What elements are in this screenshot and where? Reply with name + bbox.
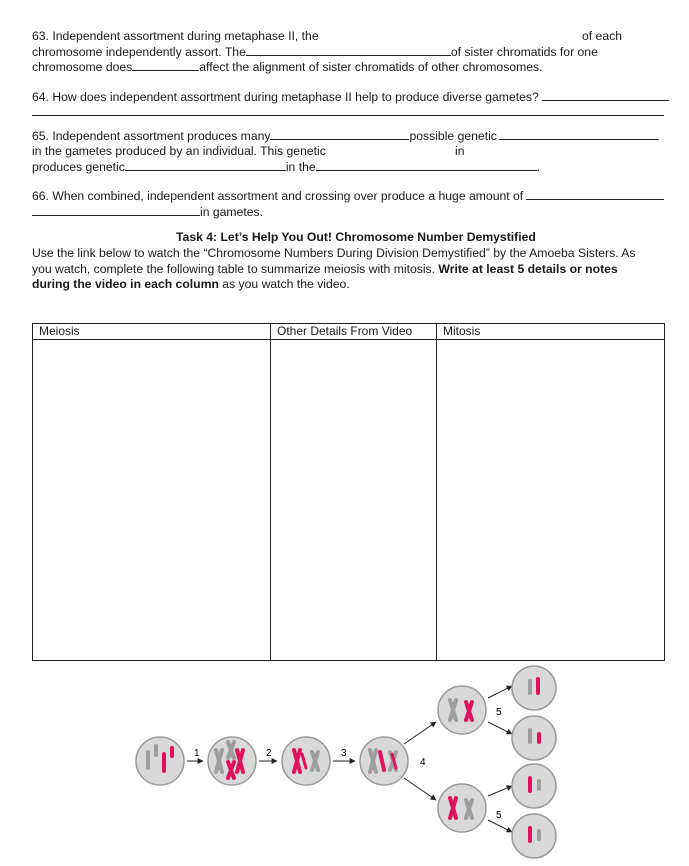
task4-intro-line2 <box>32 262 618 277</box>
q65-blank-4[interactable] <box>316 159 537 171</box>
q65-line1 <box>32 128 659 144</box>
table-row <box>33 340 665 661</box>
task4-intro-line1: Use the link below to watch the “Chromosome Numbers During Division Demystified” by the Amoeba Sisters. As <box>32 246 636 260</box>
q66-blank-1[interactable] <box>526 188 664 200</box>
gamete-2 <box>512 716 556 760</box>
table-header-row <box>33 324 665 340</box>
other-details-notes-cell[interactable] <box>271 340 437 661</box>
gamete-3 <box>512 764 556 808</box>
arrow-step-5-top-b <box>488 722 512 734</box>
comparison-table <box>32 323 665 661</box>
arrow-step-5-bottom-b <box>488 820 512 832</box>
cell-daughter-bottom <box>438 784 486 832</box>
arrow-to-bottom-daughter <box>404 778 436 800</box>
q63-line2 <box>32 44 598 60</box>
task4-intro-bold: Write at least 5 details or notes <box>438 262 618 276</box>
q65-line2-end: in <box>455 144 465 158</box>
step-label: 3 <box>341 748 347 759</box>
cell-daughter-top <box>438 686 486 734</box>
q65-text: produces genetic <box>32 160 125 174</box>
task4-intro-bold: during the video in each column <box>32 277 219 291</box>
q63-text: 63. Independent assortment during metaphase II, the <box>32 29 319 43</box>
task4-intro-text: as you watch the video. <box>218 277 350 291</box>
task4-intro-line3 <box>32 277 350 292</box>
q63-blank-3[interactable] <box>132 59 199 71</box>
task4-intro-text: you watch, complete the following table to summarize meiosis with mitosis. <box>32 262 439 276</box>
q63-line1-end: of each <box>582 29 622 43</box>
q65-text: . <box>536 160 541 174</box>
cell-anaphase-1 <box>360 737 408 785</box>
q65-blank-2[interactable] <box>499 128 659 140</box>
gamete-1 <box>512 666 556 710</box>
q63-text: affect the alignment of sister chromatids of other chromosomes. <box>199 60 543 74</box>
step-label: 5 <box>496 810 502 821</box>
q63-line1 <box>32 29 319 44</box>
meiosis-diagram <box>130 662 570 862</box>
q65-blank-1[interactable] <box>270 128 409 140</box>
q65-text: possible genetic <box>409 129 497 143</box>
gamete-4 <box>512 814 556 858</box>
arrow-step-5-bottom-a <box>488 786 512 796</box>
step-label: 1 <box>194 748 200 759</box>
cell-prophase-1 <box>208 737 256 785</box>
cell-metaphase-1 <box>282 737 330 785</box>
task4-title: Task 4: Let’s Help You Out! Chromosome Number Demystified <box>176 230 536 244</box>
q65-text: in the <box>285 160 316 174</box>
q66-text: in gametes. <box>200 205 264 219</box>
q64-answer-line[interactable] <box>32 115 664 116</box>
header-meiosis: Meiosis <box>33 324 271 340</box>
q64-blank-1[interactable] <box>542 89 669 101</box>
mitosis-notes-cell[interactable] <box>437 340 665 661</box>
q63-line3 <box>32 59 542 75</box>
meiosis-notes-cell[interactable] <box>33 340 271 661</box>
q65-text: 65. Independent assortment produces many <box>32 129 271 143</box>
header-other-details: Other Details From Video <box>271 324 437 340</box>
q64-text: 64. How does independent assortment during metaphase II help to produce diverse gametes? <box>32 90 539 104</box>
arrow-to-top-daughter <box>404 722 436 744</box>
q65-line3 <box>32 159 540 175</box>
q66-line2 <box>32 204 263 220</box>
cell-interphase <box>136 737 184 785</box>
q63-text: of sister chromatids for one <box>450 45 598 59</box>
q66-text: 66. When combined, independent assortment and crossing over produce a huge amount of <box>32 189 524 203</box>
arrow-step-5-top-a <box>488 686 512 698</box>
q65-line2: in the gametes produced by an individual. This genetic <box>32 144 326 158</box>
step-label: 2 <box>266 748 272 759</box>
q66-line1 <box>32 188 664 204</box>
step-label: 5 <box>496 707 502 718</box>
header-mitosis: Mitosis <box>437 324 665 340</box>
q66-blank-2[interactable] <box>32 204 200 216</box>
q63-text: chromosome independently assort. The <box>32 45 246 59</box>
q65-blank-3[interactable] <box>125 159 286 171</box>
q63-text: chromosome does <box>32 60 133 74</box>
q64-line1 <box>32 89 669 105</box>
q63-blank-2[interactable] <box>246 44 451 56</box>
step-label: 4 <box>420 757 426 768</box>
